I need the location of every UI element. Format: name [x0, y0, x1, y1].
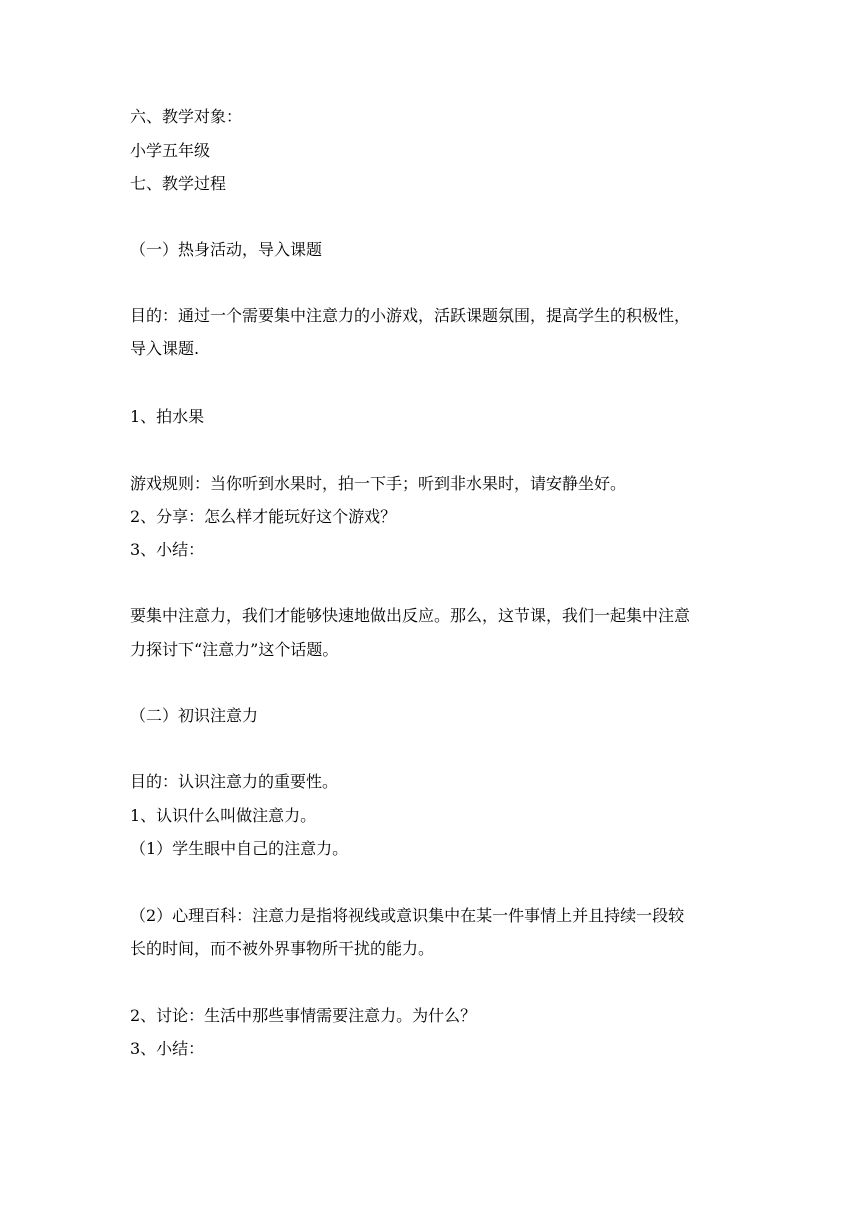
subsection-heading-attention-intro: （二）初识注意力 — [130, 706, 259, 725]
item-summary-2: 3、小结： — [130, 1039, 205, 1058]
summary-text-line-1: 要集中注意力，我们才能够快速地做出反应。那么，这节课，我们一起集中注意 — [130, 606, 691, 625]
warmup-purpose-line-1: 目的：通过一个需要集中注意力的小游戏，活跃课题氛围，提高学生的积极性， — [130, 306, 691, 325]
item-what-is-attention: 1、认识什么叫做注意力。 — [130, 806, 317, 825]
section-heading-teaching-process: 七、教学过程 — [130, 174, 227, 193]
item-discussion: 2、讨论：生活中那些事情需要注意力。为什么？ — [130, 1006, 477, 1025]
teaching-target-text: 小学五年级 — [130, 141, 211, 160]
item-summary: 3、小结： — [130, 540, 205, 559]
game-rules-text: 游戏规则：当你听到水果时，拍一下手；听到非水果时，请安静坐好。 — [130, 474, 627, 493]
item-clap-fruit: 1、拍水果 — [130, 407, 205, 426]
item-share: 2、分享：怎么样才能玩好这个游戏？ — [130, 507, 397, 526]
subsection-heading-warmup: （一）热身活动，导入课题 — [130, 240, 323, 259]
psychology-wiki-line-1: （2）心理百科：注意力是指将视线或意识集中在某一件事情上并且持续一段较 — [130, 906, 685, 925]
attention-purpose-text: 目的：认识注意力的重要性。 — [130, 772, 339, 791]
subitem-students-view: （1）学生眼中自己的注意力。 — [130, 839, 349, 858]
section-heading-teaching-target: 六、教学对象： — [130, 107, 243, 126]
warmup-purpose-line-2: 导入课题. — [130, 339, 200, 358]
summary-text-line-2: 力探讨下“注意力”这个话题。 — [130, 640, 339, 659]
psychology-wiki-line-2: 长的时间，而不被外界事物所干扰的能力。 — [130, 939, 435, 958]
